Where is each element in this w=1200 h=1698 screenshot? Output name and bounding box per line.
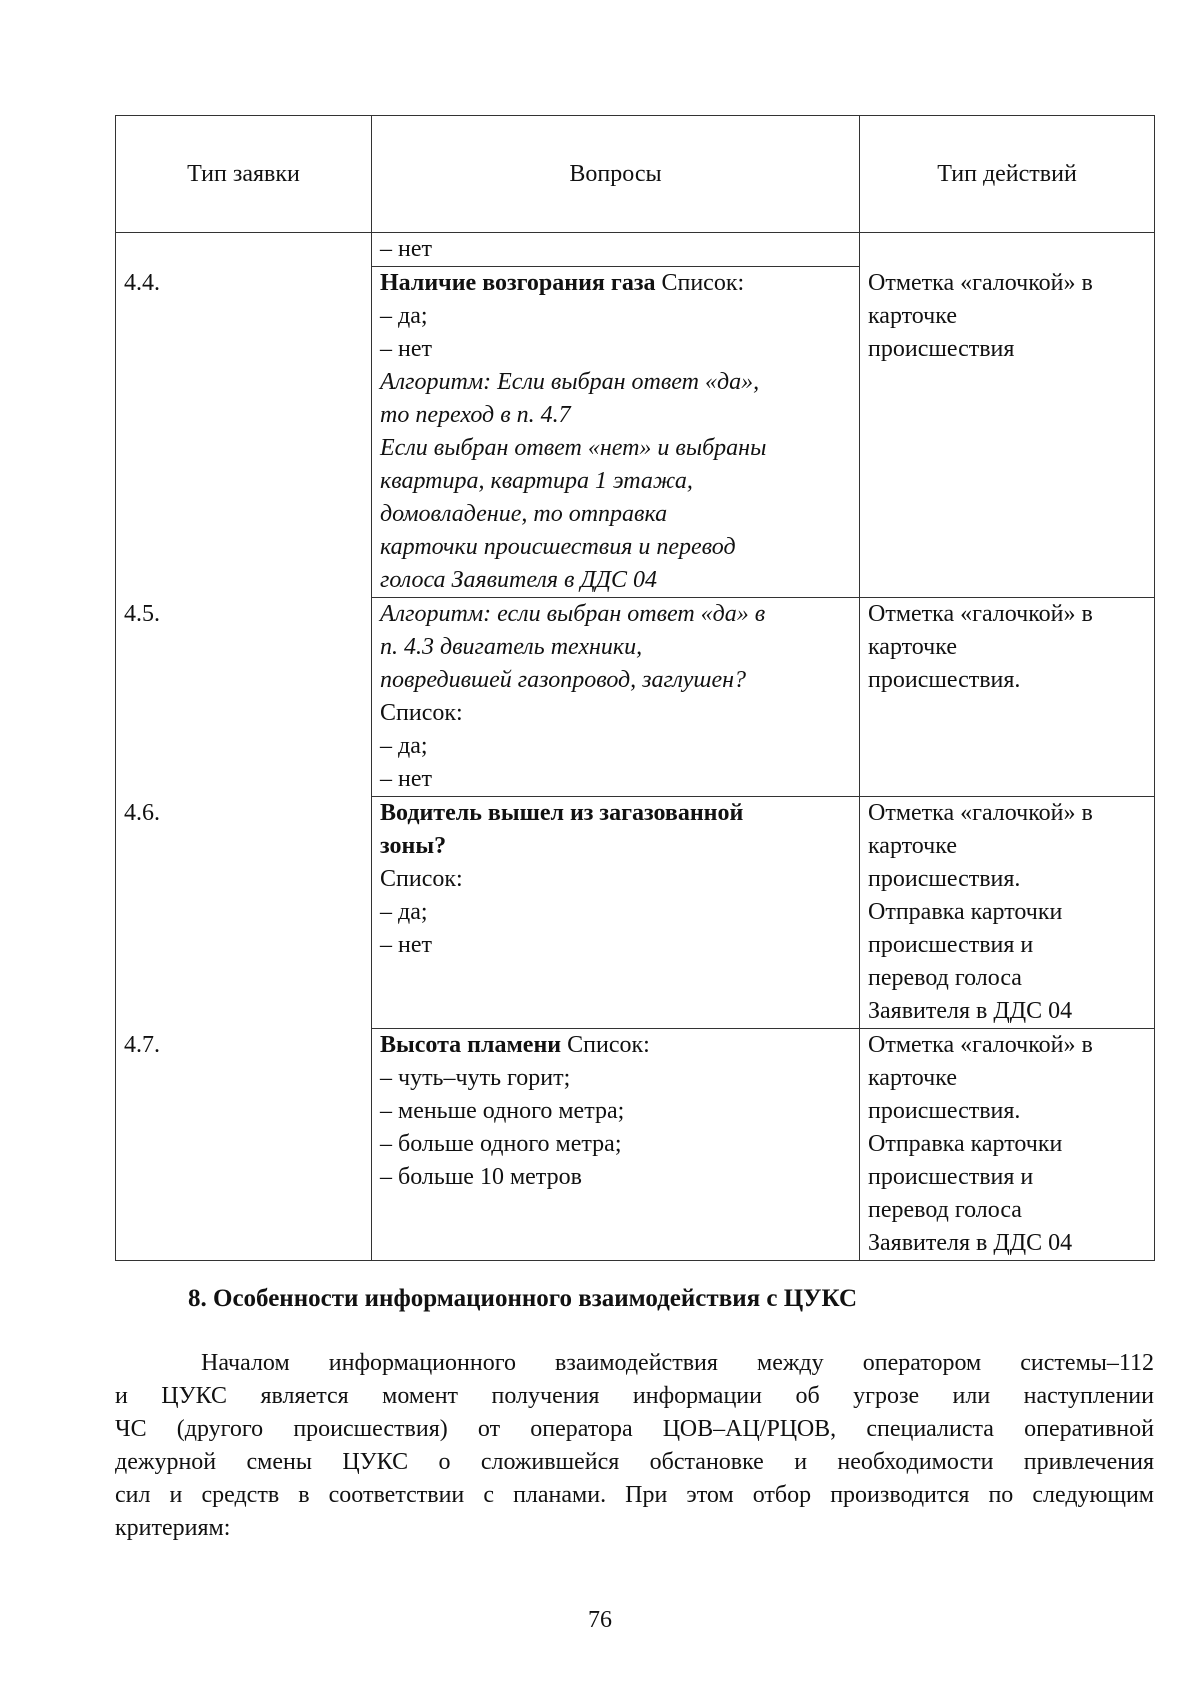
paragraph-line: дежурной смены ЦУКС о сложившейся обстановке и необходимости привлечения	[115, 1449, 1154, 1475]
table-header-row	[116, 116, 1155, 233]
header-request-type: Тип заявки	[116, 116, 372, 233]
question-line	[380, 1029, 851, 1062]
row-number: 4.4.	[124, 269, 160, 296]
paragraph-line: сил и средств в соответствии с планами. При этом отбор производится по следующим	[115, 1482, 1154, 1508]
row-number-cell	[116, 598, 372, 797]
question-line: п. 4.3 двигатель техники,	[380, 634, 643, 660]
question-line: – меньше одного метра;	[380, 1098, 625, 1124]
question-line: – больше одного метра;	[380, 1131, 622, 1157]
action-line: происшествия.	[868, 1098, 1021, 1124]
question-line: – больше 10 метров	[380, 1164, 582, 1190]
action-line: Заявителя в ДДС 04	[868, 998, 1073, 1024]
questions-table	[115, 115, 1155, 1261]
table-row	[116, 267, 1155, 598]
question-cell	[372, 1029, 860, 1261]
question-cell	[372, 598, 860, 797]
question-line: Алгоритм: если выбран ответ «да» в	[380, 601, 766, 627]
action-line: Заявителя в ДДС 04	[868, 1230, 1073, 1256]
paragraph-line: ЧС (другого происшествия) от оператора ЦОВ–АЦ/РЦОВ, специалиста оперативной	[115, 1416, 1154, 1442]
question-line: – чуть–чуть горит;	[380, 1065, 571, 1091]
question-fragment: Высота пламени	[380, 1032, 562, 1058]
question-line: квартира, квартира 1 этажа,	[380, 468, 693, 494]
question-line: – да;	[380, 733, 428, 759]
page-number: 76	[588, 1607, 612, 1633]
question-fragment: Наличие возгорания газа	[380, 270, 656, 296]
question-line: Если выбран ответ «нет» и выбраны	[380, 435, 767, 461]
row-number: 4.7.	[124, 1031, 160, 1058]
paragraph-line: Началом информационного взаимодействия между оператором системы–112	[201, 1350, 1154, 1376]
continuation-line: – нет	[380, 236, 432, 262]
header-action-type: Тип действий	[860, 116, 1155, 233]
question-line: Список:	[380, 700, 463, 726]
action-line: Отметка «галочкой» в	[868, 269, 1093, 296]
question-line: Список:	[380, 866, 463, 892]
action-line: карточке	[868, 634, 957, 660]
table-row	[116, 598, 1155, 797]
action-line: перевод голоса	[868, 1197, 1022, 1223]
question-line	[380, 267, 851, 300]
action-line: карточке	[868, 833, 957, 859]
question-line: голоса Заявителя в ДДС 04	[380, 567, 657, 593]
section-heading: 8. Особенности информационного взаимодействия с ЦУКС	[188, 1285, 858, 1312]
question-line: – да;	[380, 303, 428, 329]
row-number: 4.6.	[124, 799, 160, 826]
table-cell-empty	[860, 233, 1155, 267]
row-number-cell	[116, 267, 372, 598]
action-line: карточке	[868, 302, 957, 329]
action-cell	[860, 267, 1155, 598]
action-line: происшествия и	[868, 932, 1034, 958]
action-line: Отметка «галочкой» в	[868, 1032, 1093, 1058]
action-line: Отправка карточки	[868, 1131, 1063, 1157]
action-line: происшествия.	[868, 667, 1021, 693]
action-cell	[860, 1029, 1155, 1261]
question-cell	[372, 267, 860, 598]
question-line: Водитель вышел из загазованной	[380, 800, 744, 826]
action-line: карточке	[868, 1065, 957, 1091]
question-fragment: Список:	[561, 1032, 650, 1058]
action-line: происшествия и	[868, 1164, 1034, 1190]
action-line: Отправка карточки	[868, 899, 1063, 925]
row-number-cell	[116, 797, 372, 1029]
question-line: – нет	[380, 766, 432, 792]
header-questions: Вопросы	[372, 116, 860, 233]
action-line: происшествия.	[868, 866, 1021, 892]
paragraph-line: и ЦУКС является момент получения информации об угрозе или наступлении	[115, 1383, 1154, 1409]
question-line: домовладение, то отправка	[380, 501, 668, 527]
action-line: происшествия	[868, 335, 1015, 362]
question-cell	[372, 797, 860, 1029]
question-line: зоны?	[380, 833, 447, 859]
question-line: то переход в п. 4.7	[380, 402, 571, 428]
question-line: карточки происшествия и перевод	[380, 534, 736, 560]
question-line: повредившей газопровод, заглушен?	[380, 667, 747, 693]
action-line: перевод голоса	[868, 965, 1022, 991]
question-line: Алгоритм: Если выбран ответ «да»,	[380, 369, 760, 395]
action-cell	[860, 598, 1155, 797]
paragraph-line: критериям:	[115, 1515, 231, 1541]
action-line: Отметка «галочкой» в	[868, 601, 1093, 627]
action-cell	[860, 797, 1155, 1029]
question-line: – да;	[380, 899, 428, 925]
action-line: Отметка «галочкой» в	[868, 800, 1093, 826]
table-row	[116, 1029, 1155, 1261]
table-cell-empty	[116, 233, 372, 267]
table-row	[116, 797, 1155, 1029]
row-number: 4.5.	[124, 600, 160, 627]
body-paragraph	[115, 1347, 1154, 1545]
question-line: – нет	[380, 336, 432, 362]
table-row-continuation	[116, 233, 1155, 267]
table-cell-continuation	[372, 233, 860, 267]
question-line: – нет	[380, 932, 432, 958]
row-number-cell	[116, 1029, 372, 1261]
question-fragment: Список:	[655, 270, 745, 296]
